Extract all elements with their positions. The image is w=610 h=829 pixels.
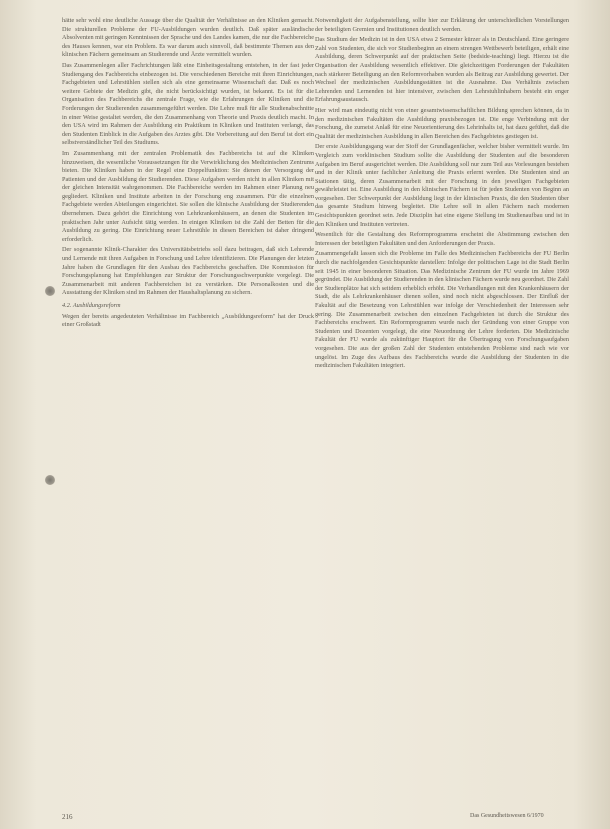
- section-heading: 4.2. Ausbildungsreform: [62, 302, 121, 309]
- left-column: [62, 17, 314, 807]
- paragraph: Das Studium der Medizin ist in den USA etwa 2 Semester kürzer als in Deutschland. Eine geringere Zahl von Studenten, die sich vor Studienbeginn an einem strengen Wettbewerb beteiligen, erhält eine Ausbildung, deren Schwerpunkt auf der praktischen Seite (bedside-teaching) liegt. Hierzu ist die Organisation der Ausbildung wesentlich effektiver. Die gleichzeitigen Forderungen der Fakultäten nach stärkerer Beteiligung an den Reformvorhaben wurden als Beitrag zur Ausbildung gewertet. Der Wechsel der medizinischen Ausbildungsstätten ist die Ausnahme. Das Verhältnis zwischen Lehrenden und Lernenden ist hier intensiver, zwischen den Lehrstuhlinhabern besteht ein enger Erfahrungsaustausch.: [315, 36, 569, 104]
- paragraph: Zusammengefaßt lassen sich die Probleme im Falle des Medizinischen Fachbereichs der FU Berlin durch die nachfolgenden Gesichtspunkte darstellen: Infolge der politischen Lage ist die Stadt Berlin seit 1945 in einer besonderen Situation. Das Medizinische Zentrum der FU wurde im Jahre 1969 gegründet. Die Ausbildung der Studierenden in den klinischen Fächern wurde neu geordnet. Die Zahl der Studienplätze hat sich seitdem erheblich erhöht. Die Verhandlungen mit den Krankenhäusern der Stadt, die als Lehrkrankenhäuser dienen sollen, sind noch nicht abgeschlossen. Der Einfluß der Fakultät auf die Besetzung von Lehrstühlen war infolge der Verschiedenheit der Interessen sehr gering. Die Zusammenarbeit zwischen den einzelnen Fachgebieten ist durch die Struktur des Fachbereichs erschwert. Ein Reformprogramm wurde nach der Gründung von einer Gruppe von Studenten und Dozenten vorgelegt, die eine Neuordnung der Lehre forderten. Die Medizinische Fakultät der FU wurde als zukünftiger Hauptort für die Übertragung von Forschungsaufgaben vorgesehen. Die aus der großen Zahl der Studenten entstehenden Probleme sind nach wie vor ungelöst. Im Zuge des Aufbaus des Fachbereichs wurde die Ausbildung der Studenten in die medizinischen Fakultäten integriert.: [315, 250, 569, 370]
- journal-reference: Das Gesundheitswesen 6/1970: [470, 813, 544, 819]
- paragraph: Notwendigkeit der Aufgabenstellung, sollte hier zur Erklärung der unterschiedlichen Vorstellungen der beteiligten Gremien und Institutionen deutlich werden.: [315, 17, 569, 33]
- paragraph: Das Zusammenlegen aller Fachrichtungen läßt eine Einheitsgestaltung entstehen, in der fast jeder Studiengang des Fachbereichs einbezogen ist. Die verschiedenen Bereiche mit ihren Einrichtungen, Fachgebieten und Lehrstühlen stellen sich als eine gemeinsame Wissenschaft dar. Daß es noch weitere Gebiete der Medizin gibt, die nicht berücksichtigt wurden, ist bekannt. Es ist für die Organisation des Fachbereichs die zentrale Frage, wie die Erfahrungen der Kliniken und die Forderungen der Studierenden zusammengeführt werden. Die Lehre muß für alle Studienabschnitte in einer Weise gestaltet werden, die den Zusammenhang von Theorie und Praxis deutlich macht. In den USA wird im Rahmen der Ausbildung ein Praktikum in Kliniken und Instituten verlangt, das den Studenten Einblick in die Aufgaben des Arztes gibt. Die Vorbereitung auf den Beruf ist dort ein selbstverständlicher Teil des Studiums.: [62, 61, 314, 147]
- paragraph: Der erste Ausbildungsgang war der Stoff der Grundlagenfächer, welcher bisher vermittelt wurde. Im Vergleich zum vorklinischen Studium sollte die Ausbildung der Studenten auf die besonderen Aufgaben im Beruf ausgerichtet werden. Die Ausbildung soll nur zum Teil aus Vorlesungen bestehen und in der Klinik unter fachlicher Anleitung die Praxis erlernt werden. Die Studenten sind an Stationen tätig, deren Zusammenarbeit mit der Forschung in den jeweiligen Fachgebieten gewährleistet ist. Eine Ausbildung in den klinischen Fächern ist für jeden Studenten von Beginn an vorgesehen. Der Schwerpunkt der Ausbildung liegt in der klinischen Praxis, die den Studenten über das gesamte Studium hinweg begleitet. Die Lehre soll in allen Fächern nach modernen Gesichtspunkten geordnet sein. Jede Disziplin hat eine eigene Stellung im Studienaufbau und ist in den Kliniken und Instituten vertreten.: [315, 143, 569, 228]
- paragraph: Wegen der bereits angedeuteten Verhältnisse im Fachbereich „Ausbildungsreform" hat der Druck einer Großstadt: [62, 312, 314, 329]
- binder-hole-top: [45, 286, 55, 296]
- paragraph: Der sogenannte Klinik-Charakter des Universitätsbetriebs soll dazu beitragen, daß sich Lehrende und Lernende mit ihren Aufgaben in Forschung und Lehre identifizieren. Die Planungen der letzten Jahre haben die Grundlagen für den Ausbau des Fachbereichs geschaffen. Die Kommission für Forschungsplanung hat Empfehlungen zur Struktur der Forschungsschwerpunkte vorgelegt. Die Zusammenarbeit mit anderen Fachbereichen ist zu verstärken. Die Personalkosten und die Ausstattung der Kliniken sind im Rahmen der Haushaltsplanung zu sichern.: [62, 246, 314, 297]
- right-column: [315, 17, 569, 807]
- paragraph: Hier wird man eindeutig nicht von einer gesamtwissenschaftlichen Bildung sprechen können, da in den medizinischen Fakultäten die Ausbildung praxisbezogen ist. Die enge Verbindung mit der Forschung, die zumeist Anlaß für eine Neuorientierung des Lehrinhalts ist, hat dazu geführt, daß die Qualität der medizinischen Ausbildung in allen Bereichen des Fachgebietes gestiegen ist.: [315, 106, 569, 140]
- paragraph: Im Zusammenhang mit der zentralen Problematik des Fachbereichs ist auf die Kliniken hinzuweisen, die wesentliche Voraussetzungen für die Verwirklichung des Medizinischen Zentrums bieten. Die Kliniken haben in der Regel eine Doppelfunktion: Sie dienen der Versorgung der Patienten und der Ausbildung der Studierenden. Diese Aufgaben werden nicht in allen Kliniken mit der gleichen Intensität wahrgenommen. Die Fachbereiche werden im Rahmen einer Planung neu gegliedert. Kliniken und Institute arbeiten in der Forschung eng zusammen. Für die einzelnen Fachgebiete werden Abteilungen eingerichtet. Sie sollen die klinische Ausbildung der Studierenden übernehmen. Dazu gehört die Einrichtung von Lehrkrankenhäusern, an denen die Studenten im praktischen Jahr unter Aufsicht tätig werden. In einigen Kliniken ist die Zahl der Betten für die Ausbildung zu gering. Die Einrichtung neuer Lehrstühle in diesen Bereichen ist daher dringend erforderlich.: [62, 149, 314, 243]
- binder-hole-bottom: [45, 475, 55, 485]
- page-number: 216: [62, 813, 73, 821]
- paragraph: hätte sehr wohl eine deutliche Aussage über die Qualität der Verhältnisse an den Kliniken gemacht. Die strukturellen Probleme der FU-Ausbildungen wurden deutlich. Daß später ausländische Absolventen mit geringen Kenntnissen der Sprache und des Landes kamen, die nur die Fachbereiche des Hauses kennen, war ein Problem. Es war darum auch sinnvoll, daß bestimmte Themen aus den klinischen Fächern gemeinsam an Studierende und Ärzte vermittelt wurden.: [62, 17, 314, 59]
- paragraph: Wesentlich für die Gestaltung des Reformprogramms erscheint die Abstimmung zwischen den Interessen der beteiligten Fakultäten und den Anforderungen der Praxis.: [315, 231, 569, 247]
